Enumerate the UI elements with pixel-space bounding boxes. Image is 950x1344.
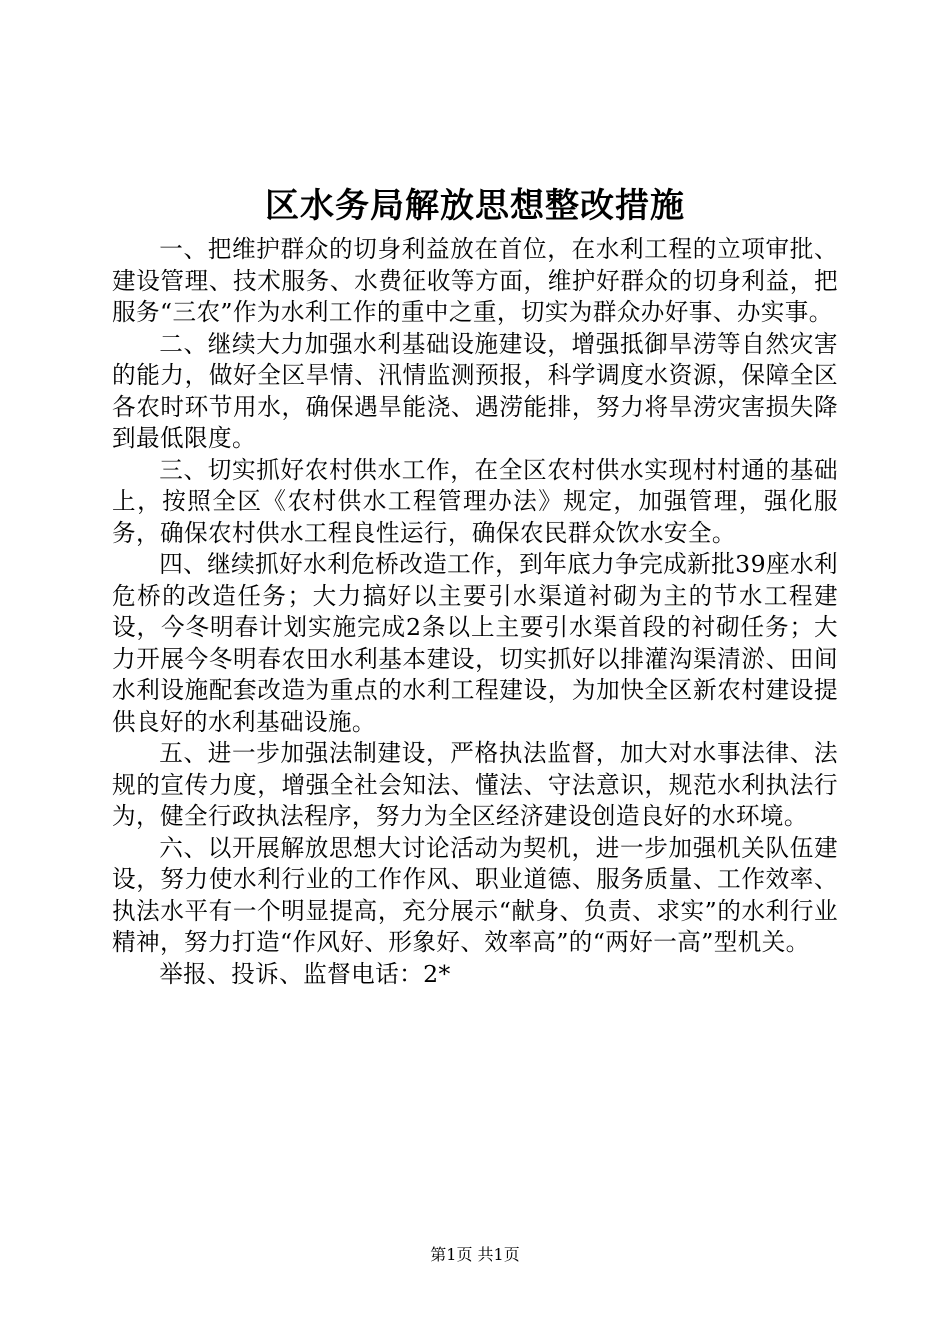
paragraph-2: 二、继续大力加强水利基础设施建设，增强抵御旱涝等自然灾害的能力，做好全区旱情、汛情监测预报，科学调度水资源，保障全区各农时环节用水，确保遇旱能浇、遇涝能排，努力将旱涝灾害损失降到最低限度。: [112, 329, 838, 452]
page-footer: 第1页 共1页: [430, 1245, 520, 1264]
paragraph-4: 四、继续抓好水利危桥改造工作，到年底力争完成新批39座水利危桥的改造任务；大力搞好以主要引水渠道衬砌为主的节水工程建设，今冬明春计划实施完成2条以上主要引水渠首段的衬砌任务；大力开展今冬明春农田水利基本建设，切实抓好以排灌沟渠清淤、田间水利设施配套改造为重点的水利工程建设，为加快全区新农村建设提供良好的水利基础设施。: [112, 550, 838, 736]
paragraph-3: 三、切实抓好农村供水工作，在全区农村供水实现村村通的基础上，按照全区《农村供水工程管理办法》规定，加强管理，强化服务，确保农村供水工程良性运行，确保农民群众饮水安全。: [112, 455, 838, 547]
paragraph-6: 六、以开展解放思想大讨论活动为契机，进一步加强机关队伍建设，努力使水利行业的工作作风、职业道德、服务质量、工作效率、执法水平有一个明显提高，充分展示“献身、负责、求实”的水利行业精神，努力打造“作风好、形象好、效率高”的“两好一高”型机关。: [112, 833, 838, 956]
hotline-line: 举报、投诉、监督电话：2*: [159, 959, 451, 988]
paragraph-1: 一、把维护群众的切身利益放在首位，在水利工程的立项审批、建设管理、技术服务、水费征收等方面，维护好群众的切身利益，把服务“三农”作为水利工作的重中之重，切实为群众办好事、办实事。: [112, 235, 838, 326]
document-body: [112, 234, 838, 990]
document-title: 区水务局解放思想整改措施: [265, 186, 685, 226]
paragraph-5: 五、进一步加强法制建设，严格执法监督，加大对水事法律、法规的宣传力度，增强全社会知法、懂法、守法意识，规范水利执法行为，健全行政执法程序，努力为全区经济建设创造良好的水环境。: [112, 739, 838, 830]
